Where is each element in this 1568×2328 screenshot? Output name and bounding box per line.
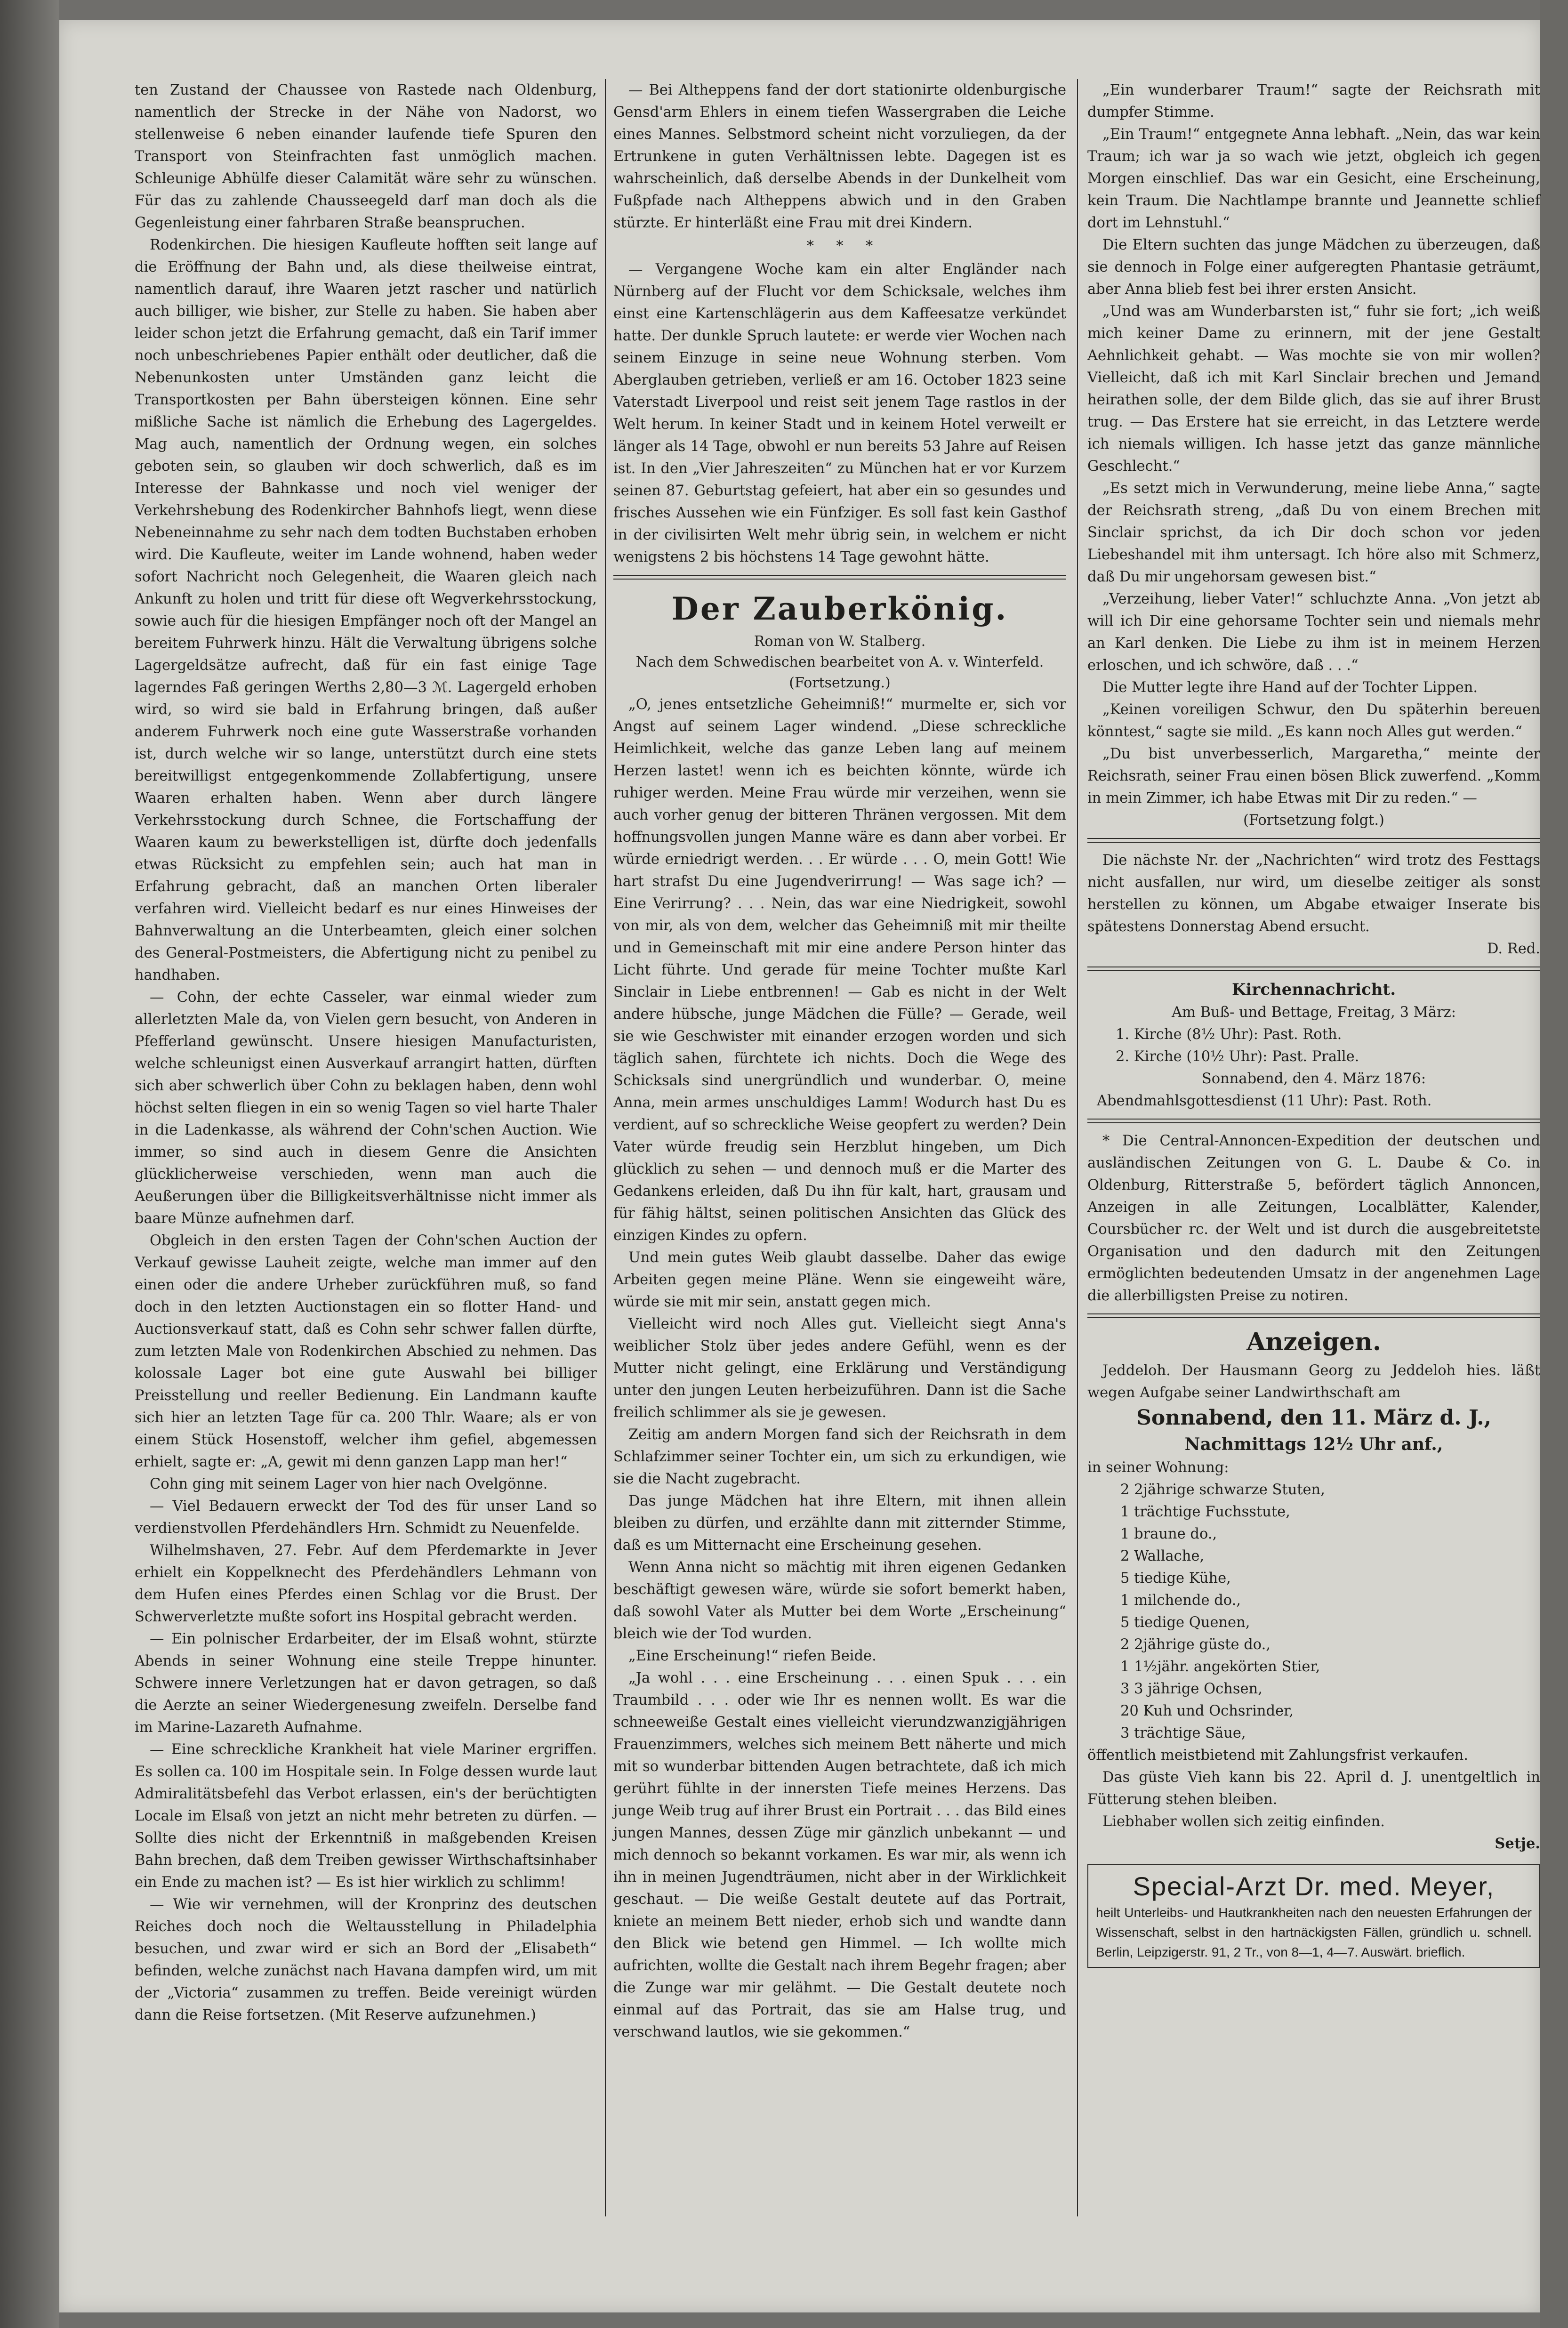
- auction-note: Das güste Vieh kann bis 22. April d. J. unentgeltlich in Fütterung stehen bleiben.: [1087, 1769, 1540, 1808]
- auction-intro: Jeddeloh. Der Hausmann Georg zu Jeddeloh hies. läßt wegen Aufgabe seiner Landwirthschaft am: [1087, 1362, 1540, 1401]
- article-altheppens: — Bei Altheppens fand der dort stationirte oldenburgische Gensd'arm Ehlers in einem tiefen Wassergraben die Leiche eines Mannes. Selbstmord scheint nicht vorzuliegen, da der Ertrunkene in guten Verhältnissen lebte. Dagegen ist es wahrscheinlich, daß derselbe Abends in der Dunkelheit vom Fußpfade nach Altheppens abwich und in den Graben stürzte. Er hinterläßt eine Frau mit drei Kindern.: [613, 82, 1066, 231]
- church-line: Am Buß- und Bettage, Freitag, 3 März:: [1171, 1004, 1456, 1021]
- article-englishman: — Vergangene Woche kam ein alter Engländer nach Nürnberg auf der Flucht vor dem Schicksale, welches ihm einst eine Kartenschlägerin aus dem Kaffeesatze verkündet hatte. Der dunkle Spruch lautete: er werde vier Wochen nach seinem Einzuge in seine neue Wohnung sterben. Vom Aberglauben getrieben, verließ er am 16. October 1823 seine Vaterstadt Liverpool und reist seit jenem Tage rastlos in der Welt herum. In keiner Stadt und in keinem Hotel verweilt er länger als 14 Tage, obwohl er nun bereits 53 Jahre auf Reisen ist. In den „Vier Jahreszeiten“ zu München hat er vor Kurzem seinen 87. Geburtstag gefeiert, hat aber ein so gesundes und frisches Aussehen wie ein Fünfziger. Es soll fast kein Gasthof in der civilisirten Welt mehr übrig sein, in welchem er nicht wenigstens 2 bis höchstens 14 Tage gewohnt hätte.: [613, 261, 1066, 565]
- church-line: 1. Kirche (8½ Uhr): Past. Roth.: [1116, 1026, 1342, 1043]
- list-item: 5 tiedige Kühe,: [1120, 1570, 1231, 1587]
- novel-paragraph: „Es setzt mich in Verwunderung, meine liebe Anna,“ sagte der Reichsrath streng, „daß Du von einem Brechen mit Sinclair sprichst, da ich Dir doch schon vor jeden Liebeshandel mit ihm untersagt. Ich höre also mit Schmerz, daß Du mir ungehorsam gewesen bist.“: [1087, 480, 1540, 585]
- church-line: Sonnabend, den 4. März 1876:: [1201, 1071, 1426, 1087]
- doctor-ad-box: [1087, 1864, 1540, 1968]
- novel-continuation: (Fortsetzung.): [789, 675, 891, 691]
- article-paragraph: — Wie wir vernehmen, will der Kronprinz des deutschen Reiches doch noch die Weltausstellung in Philadelphia besuchen, und zwar wird er sich an Bord der „Elisabeth“ befinden, welche zunächst nach Havana dampfen wird, um mit der „Victoria“ zusammen zu treffen. Beide vereinigt würden dann die Reise fortsetzen. (Mit Reserve aufzunehmen.): [135, 1896, 597, 2023]
- article-paragraph: — Ein polnischer Erdarbeiter, der im Elsaß wohnt, stürzte Abends in seiner Wohnung eine steile Treppe hinunter. Schwere innere Verletzungen hat er davon getragen, so daß die Aerzte an seiner Wiedergenesung zweifeln. Derselbe fand im Marine-Lazareth Aufnahme.: [135, 1631, 597, 1736]
- auction-signature: Setje.: [1495, 1835, 1540, 1852]
- novel-paragraph: „Du bist unverbesserlich, Margaretha,“ meinte der Reichsrath, seiner Frau einen bösen Blick zuwerfend. „Komm in mein Zimmer, ich habe Etwas mit Dir zu reden.“ —: [1087, 746, 1540, 806]
- article-paragraph: Cohn ging mit seinem Lager von hier nach Ovelgönne.: [150, 1476, 548, 1492]
- novel-paragraph: „Verzeihung, lieber Vater!“ schluchzte Anna. „Von jetzt ab will ich Dir eine gehorsame Tochter sein und niemals mehr an Karl denken. Die Liebe zu ihm ist in meinem Herzen erloschen, und ich schwöre, daß . . .“: [1087, 591, 1540, 674]
- article-paragraph: — Cohn, der echte Casseler, war einmal wieder zum allerletzten Male da, von Vielen gern besucht, von Anderen in Pfefferland gewünscht. Unsere hiesigen Manufacturisten, welche schleunigst einen Ausverkauf arrangirt hatten, dürften sich aber schwerlich über Cohn zu beklagen haben, denn wohl höchst selten fliegen in ein so wenig Tagen so viel harte Thaler in die Ladenkasse, als während der Cohn'schen Auction. Wie immer, so sind auch in diesem Genre die Ansichten glücklicherweise verschieden, wenn man auch die Aeußerungen über die Billigkeitsverhältnisse nicht immer als baare Münze aufnehmen darf.: [135, 989, 597, 1227]
- novel-translator: Nach dem Schwedischen bearbeitet von A. v. Winterfeld.: [635, 654, 1044, 670]
- auction-time: Nachmittags 12½ Uhr anf.,: [1184, 1434, 1443, 1454]
- double-rule: [1087, 1119, 1540, 1123]
- novel-paragraph: „O, jenes entsetzliche Geheimniß!“ murmelte er, sich vor Angst auf seinem Lager windend. „Diese schreckliche Heimlichkeit, welche das ganze Leben lang auf meinem Herzen lastet! wenn ich es beichten könnte, würde ich ruhiger werden. Meine Frau würde mir verzeihen, wenn sie auch vorher genug der bitteren Thränen vergossen. Mit dem hoffnungsvollen jungen Manne wäre es dann aber vorbei. Er würde erniedrigt werden. . . Er würde . . . O, mein Gott! Wie hart strafst Du eine Jugendverirrung! — Was sage ich? — Eine Verirrung? . . . Nein, das war eine Niedrigkeit, sowohl von mir, als von dem, welcher das Geheimniß mit mir theilte und in Gemeinschaft mit mir eine andere Person hinter das Licht führte. Und gerade für meine Tochter mußte Karl Sinclair in Liebe entbrennen! — Gab es nicht in der Welt andere hübsche, junge Mädchen die Fülle? — Gerade, weil sie wie Geschwister mit einander erzogen worden und sich täglich sahen, fürchtete ich nichts. Doch die Wege des Schicksals sind unergründlich und wunderbar. O, meine Anna, mein armes unschuldiges Lamm! Wodurch hast Du es verdient, auf so schreckliche Weise geopfert zu werden? Dein Vater würde freudig sein Herzblut hingeben, um Dich glücklich zu sehen — und dennoch muß er die Marter des Gedankens erleiden, daß Du ihn für kalt, hart, grausam und für fähig hältst, seinen politischen Ansichten das Glück des einzigen Kindes zu opfern.: [613, 696, 1066, 1244]
- column-novel-and-ads: [1087, 79, 1540, 1968]
- list-item: 1 milchende do.,: [1120, 1592, 1241, 1609]
- adjacent-page-edge: [1540, 0, 1568, 2328]
- list-item: 5 tiedige Quenen,: [1120, 1614, 1250, 1631]
- novel-paragraph: „Eine Erscheinung!“ riefen Beide.: [628, 1648, 876, 1664]
- list-item: 3 trächtige Säue,: [1120, 1725, 1246, 1741]
- list-item: 1 trächtige Fuchsstute,: [1120, 1504, 1290, 1520]
- doctor-ad-text: heilt Unterleibs- und Hautkrankheiten nach den neuesten Erfahrungen der Wissenschaft, selbst in den hartnäckigsten Fällen, gründlich u. schnell. Berlin, Leipzigerstr. 91, 2 Tr., von 8—1, 4—7. Auswärt. brieflich.: [1096, 1905, 1532, 1959]
- auction-invite: Liebhaber wollen sich zeitig einfinden.: [1102, 1813, 1385, 1830]
- auction-item-list: [1087, 1479, 1540, 1744]
- auction-date: Sonnabend, den 11. März d. J.,: [1136, 1406, 1491, 1430]
- section-separator: * * *: [806, 238, 873, 254]
- list-item: 20 Kuh und Ochsrinder,: [1120, 1703, 1294, 1719]
- novel-paragraph: Die Eltern suchten das junge Mädchen zu überzeugen, daß sie dennoch in Folge einer aufgeregten Phantasie geträumt, aber Anna blieb fest bei ihrer ersten Ansicht.: [1087, 237, 1540, 298]
- ads-heading: Anzeigen.: [1246, 1328, 1381, 1356]
- column-rule: [1077, 79, 1078, 2216]
- list-item: 2 Wallache,: [1120, 1548, 1205, 1564]
- church-title: Kirchennachricht.: [1231, 980, 1396, 999]
- list-item: 2 2jährige güste do.,: [1120, 1636, 1270, 1653]
- article-paragraph: — Viel Bedauern erweckt der Tod des für unser Land so verdienstvollen Pferdehändlers Hrn. Schmidt zu Neuenfelde.: [135, 1498, 597, 1537]
- editorial-notice: Die nächste Nr. der „Nachrichten“ wird trotz des Festtags nicht ausfallen, nur wird, um dieselbe zeitiger als sonst herstellen zu können, um Abgabe etwaiger Inserate bis spätestens Donnerstag Abend ersucht.: [1087, 852, 1540, 935]
- continuation-note: (Fortsetzung folgt.): [1243, 812, 1384, 829]
- column-rule: [605, 79, 606, 2216]
- double-rule: [1087, 1313, 1540, 1318]
- auction-location: in seiner Wohnung:: [1087, 1459, 1229, 1476]
- novel-byline: Roman von W. Stalberg.: [754, 633, 926, 650]
- editorial-signature: D. Red.: [1487, 941, 1540, 957]
- article-paragraph: — Eine schreckliche Krankheit hat viele Mariner ergriffen. Es sollen ca. 100 im Hospitale sein. In Folge dessen wurde laut Admiralitätsbefehl das Verbot erlassen, ein's der berüchtigten Locale im Elsaß von jetzt an nicht mehr betreten zu dürfen. — Sollte dies nicht der Erkenntniß in maßgebenden Kreisen Bahn brechen, daß dem Treiben gewisser Wirthschaftsinhaber ein Ende zu machen ist? — Es ist hier wirklich zu schlimm!: [135, 1741, 597, 1891]
- church-line: Abendmahlsgottesdienst (11 Uhr): Past. Roth.: [1097, 1093, 1432, 1109]
- page-fold-shadow: [0, 0, 59, 2328]
- list-item: 2 2jährige schwarze Stuten,: [1120, 1482, 1325, 1498]
- novel-paragraph: Und mein gutes Weib glaubt dasselbe. Daher das ewige Arbeiten gegen meine Pläne. Wenn sie eingeweiht wäre, würde sie mit mir sein, anstatt gegen mich.: [613, 1249, 1066, 1310]
- novel-paragraph: „Ein wunderbarer Traum!“ sagte der Reichsrath mit dumpfer Stimme.: [1087, 82, 1540, 121]
- novel-paragraph: Vielleicht wird noch Alles gut. Vielleicht siegt Anna's weiblicher Stolz über jedes andere Gefühl, wenn es der Mutter nicht gelingt, eine Erklärung und Verständigung unter den jungen Leuten herbeizuführen. Dann ist die Sache freilich schlimmer als sie je gewesen.: [613, 1316, 1066, 1421]
- novel-paragraph: Wenn Anna nicht so mächtig mit ihren eigenen Gedanken beschäftigt gewesen wäre, würde sie sofort bemerkt haben, daß sowohl Vater als Mutter bei dem Worte „Erscheinung“ bleich wie der Tod wurden.: [613, 1559, 1066, 1642]
- article-paragraph: ten Zustand der Chaussee von Rastede nach Oldenburg, namentlich der Strecke in der Nähe von Nadorst, wo stellenweise 6 neben einander laufende tiefe Spuren den Transport von Steinfrachten fast unmöglich machen. Schleunige Abhülfe dieser Calamität wäre sehr zu wünschen. Für das zu zahlende Chausseegeld darf man doch als die Gegenleistung einer fahrbaren Straße beanspruchen.: [135, 82, 597, 231]
- novel-paragraph: Zeitig am andern Morgen fand sich der Reichsrath in dem Schlafzimmer seiner Tochter ein, um sich zu erkundigen, wie sie die Nacht zugebracht.: [613, 1426, 1066, 1487]
- novel-paragraph: „Und was am Wunderbarsten ist,“ fuhr sie fort; „ich weiß mich keiner Dame zu erinnern, mit der jene Gestalt Aehnlichkeit gehabt. — Was mochte sie von mir wollen? Vielleicht, daß ich mit Karl Sinclair brechen und Jemand heirathen solle, der dem Bilde glich, das sie auf ihrer Brust trug. — Das Erstere hat sie erreicht, in das Letztere werde ich niemals willigen. Ich hasse jetzt das ganze männliche Geschlecht.“: [1087, 303, 1540, 475]
- article-wilhelmshaven: Wilhelmshaven, 27. Febr. Auf dem Pferdemarkte in Jever erhielt ein Koppelknecht des Pferdehändlers Lehmann von dem Hufen eines Pferdes einen Schlag vor die Brust. Der Schwerverletzte mußte sofort ins Hospital gebracht werden.: [135, 1542, 597, 1625]
- column-news-and-novel: [613, 79, 1066, 2043]
- article-rodenkirchen: Rodenkirchen. Die hiesigen Kaufleute hofften seit lange auf die Eröffnung der Bahn und, als diese theilweise eintrat, namentlich darauf, ihre Waaren jetzt rascher und natürlich auch billiger, wie bisher, zur Stelle zu haben. Sie haben aber leider schon jetzt die Erfahrung gemacht, daß ein Tarif immer noch unbeschriebenes Papier enthält oder deutlicher, daß die Nebenunkosten unter Umständen ganz leicht die Transportkosten per Bahn übersteigen können. Eine sehr mißliche Sache ist nämlich die Erhebung des Lagergeldes. Mag auch, namentlich der Ordnung wegen, ein solches geboten sein, so glauben wir doch schwerlich, daß es im Interesse der Bahnkasse und noch viel weniger der Verkehrshebung des Rodenkircher Bahnhofs liegt, wenn diese Nebeneinnahme zu sehr nach dem todten Buchstaben erhoben wird. Die Kaufleute, weiter im Lande wohnend, haben weder sofort Nachricht noch Gelegenheit, die Waaren gleich nach Ankunft zu holen und tritt für diese oft Wegverkehrsstockung, sowie auch für die hiesigen Empfänger noch oft der Mangel an bereitem Fuhrwerk hinzu. Hält die Verwaltung übrigens solche Lagergeldsätze aufrecht, daß für ein fast einige Tage lagerndes Faß geringen Werths 2,80—3 ℳ. Lagergeld erhoben wird, so wird sie bald in Erfahrung bringen, daß außer anderem Fuhrwerk noch eine gute Wasserstraße vorhanden ist, durch welche wir so lange, unterstützt durch eine stets bereitwilligst entgegenkommende Zollabfertigung, unsere Waaren erhalten haben. Wenn aber durch längere Verkehrsstockung durch Schnee, die Fortschaffung der Waaren kaum zu bewerkstelligen ist, dürfte doch jedenfalls etwas Rücksicht zu empfehlen sein; auch hat man in Erfahrung gebracht, daß an manchen Orten liberaler verfahren wird. Vielleicht bedarf es nur eines Hinweises der Bahnverwaltung an die Unterbeamten, gleich einer solchen des General-Postmeisters, die Abfertigung nicht zu penibel zu handhaben.: [135, 237, 597, 983]
- column-local-news: [135, 79, 597, 2026]
- doctor-ad-title: Special-Arzt Dr. med. Meyer,: [1133, 1871, 1495, 1901]
- list-item: 3 3 jährige Ochsen,: [1120, 1681, 1262, 1697]
- list-item: 1 braune do.,: [1120, 1526, 1217, 1542]
- novel-paragraph: „Ein Traum!“ entgegnete Anna lebhaft. „Nein, das war kein Traum; ich war ja so wach wie jetzt, obgleich ich gegen Morgen einschlief. Das war ein Gesicht, eine Erscheinung, kein Traum. Die Nachtlampe brannte und Jeannette schlief dort im Lehnstuhl.“: [1087, 126, 1540, 231]
- novel-paragraph: „Ja wohl . . . eine Erscheinung . . . einen Spuk . . . ein Traumbild . . . oder wie Ihr es nennen wollt. Es war die schneeweiße Gestalt eines vielleicht vierundzwanzigjährigen Frauenzimmers, welches sich meinem Bett näherte und mich mit so wunderbar bittenden Augen betrachtete, daß ich mich gerührt fühlte in der innersten Tiefe meines Herzens. Das junge Weib trug auf ihrer Brust ein Portrait . . . das Bild eines jungen Mannes, dessen Züge mir gänzlich unbekannt — und mich dennoch so bekannt vorkamen. Es war mir, als wenn ich ihn in meinen Jugendträumen, nicht aber in der Wirklichkeit geschaut. — Die weiße Gestalt deutete auf das Portrait, kniete an meinem Bett nieder, erhob sich und wandte dann den Blick wie betend gen Himmel. — Ich wollte mich aufrichten, wollte die Gestalt nach ihrem Begehr fragen; aber die Zunge war mir gelähmt. — Die Gestalt deutete noch einmal auf das Portrait, das sie am Halse trug, und verschwand lautlos, wie sie gekommen.“: [613, 1670, 1066, 2040]
- double-rule: [613, 575, 1066, 580]
- novel-title: Der Zauberkönig.: [671, 590, 1008, 627]
- article-paragraph: Obgleich in den ersten Tagen der Cohn'schen Auction der Verkauf gewisse Lauheit zeigte, welche man immer auf den einen oder die andere Urheber zurückführen muß, so fand doch in den letzten Auctionstagen ein so flotter Hand- und Auctionsverkauf statt, daß es Cohn sehr schwer fallen dürfte, zum letzten Male von Rodenkirchen Abschied zu nehmen. Das kolossale Lager bot eine gute Auswahl bei billiger Preisstellung und reeller Bedienung. Ein Landmann kaufte sich hier an letzten Tage für ca. 200 Thlr. Waare; als er von einem Stück Hosenstoff, welcher ihm gefiel, abgemessen erhielt, sagte er: „A, gewit mi denn ganzen Lapp man her!“: [135, 1232, 597, 1470]
- double-rule: [1087, 838, 1540, 843]
- expedition-notice: * Die Central-Annoncen-Expedition der deutschen und ausländischen Zeitungen von G. L. Daube & Co. in Oldenburg, Ritterstraße 5, befördert täglich Annoncen, Anzeigen in alle Zeitungen, Localblätter, Kalender, Coursbücher rc. der Welt und ist durch die ausgebreitetste Organisation und den dadurch mit den Zeitungen ermöglichten bedeutenden Umsatz in der angenehmen Lage die allerbilligsten Preise zu notiren.: [1087, 1133, 1540, 1304]
- double-rule: [1087, 967, 1540, 971]
- auction-terms: öffentlich meistbietend mit Zahlungsfrist verkaufen.: [1087, 1747, 1468, 1764]
- list-item: 1 1½jähr. angekörten Stier,: [1120, 1659, 1320, 1675]
- novel-paragraph: Die Mutter legte ihre Hand auf der Tochter Lippen.: [1102, 679, 1478, 696]
- novel-paragraph: „Keinen voreiligen Schwur, den Du späterhin bereuen könntest,“ sagte sie mild. „Es kann noch Alles gut werden.“: [1087, 701, 1540, 740]
- church-line: 2. Kirche (10½ Uhr): Past. Pralle.: [1116, 1048, 1359, 1065]
- novel-paragraph: Das junge Mädchen hat ihre Eltern, mit ihnen allein bleiben zu dürfen, und erzählte dann mit zitternder Stimme, daß es um Mitternacht eine Erscheinung gesehen.: [613, 1493, 1066, 1554]
